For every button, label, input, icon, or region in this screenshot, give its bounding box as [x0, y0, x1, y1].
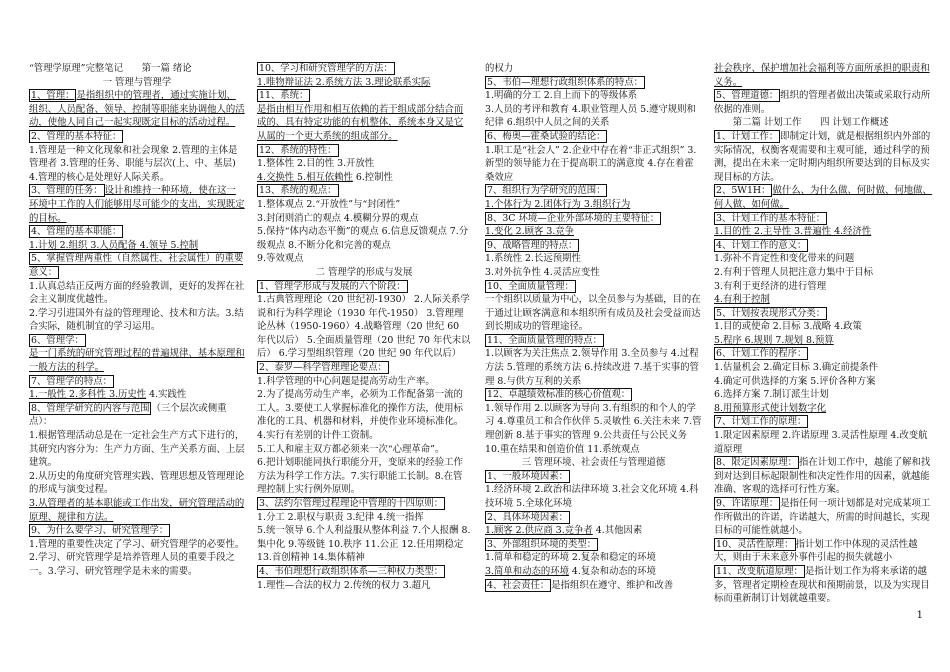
note-text: 是一门系统的研究管理过程的普遍规律、基本原理和一般方法的科学。 [29, 348, 245, 374]
note-paragraph [257, 524, 471, 565]
section-heading: 2、管理的基本特征： [31, 130, 122, 142]
note-paragraph [485, 470, 702, 484]
section-heading: 7、组织行为学研究的范围： [487, 185, 606, 197]
section-heading: 11、系统： [259, 90, 309, 102]
note-text: “管理学原理”完整笔记 第一篇 绪论 [29, 63, 192, 74]
note-paragraph [29, 239, 245, 253]
note-text: 指计划工作中体现的灵活性越大，则由于未来意外事件引起的损失就越小 [714, 538, 918, 564]
note-paragraph [485, 225, 702, 239]
note-paragraph [485, 347, 702, 388]
note-text: 组织的管理者做出决策或采取行动所依据的准则。 [714, 90, 931, 115]
note-paragraph [714, 375, 932, 389]
note-paragraph [29, 347, 245, 374]
note-paragraph [714, 456, 932, 497]
note-paragraph [485, 103, 702, 130]
note-paragraph [714, 252, 932, 266]
note-text: 6.选择方案 7.制订派生计划 [714, 389, 829, 401]
note-text: 4.实践性 [146, 389, 187, 401]
section-heading: 3、外部组织环境的类型： [487, 538, 597, 550]
note-text: 1.古典管理理论（20 世纪初-1930） 2.人际关系学说和行为科学理论（1930 年代-1950） 3.管理理论丛林（1950-1960）4.战略管理（20 世纪 60 年代以后） 5.全面质量管理（20 世纪 70 年代末以后） 6.学习型组织管理（20 世纪 90 年代以后） [257, 294, 471, 360]
section-heading: 4、计划工作的意义： [716, 239, 807, 251]
note-paragraph [714, 280, 932, 294]
note-text: 4.交换性 5.相互依赖性 [257, 171, 353, 183]
notes-column-3 [485, 62, 702, 592]
note-text: 第二篇 计划工作 四 计划工作概述 [714, 117, 889, 129]
note-paragraph [29, 89, 245, 130]
section-heading: 12、系统的特性： [259, 144, 337, 156]
section-heading: 2、5W1H： [716, 185, 771, 197]
note-text: 1.弥补不肯定性和变化带来的问题 [714, 253, 855, 265]
note-paragraph [29, 184, 245, 225]
section-heading: 9、为什么要学习、研究管理学： [31, 525, 169, 537]
note-paragraph [29, 130, 245, 144]
note-text: 是指组织中的管理者，通过实施计划、组织、人员配备、领导、控制等职能来协调他人的活动，使他人同自己一起实现既定目标的活动过程。 [29, 90, 245, 129]
note-paragraph [257, 144, 471, 158]
note-text: 的权力 [485, 63, 514, 74]
note-paragraph [714, 212, 932, 226]
section-heading: 9、战略管理的特点： [487, 239, 578, 251]
note-text: 设计和维持一种环境，使在这一环境中工作的人们能够用尽可能少的支出，实现既定的目标。 [29, 185, 245, 224]
note-text: 1.理性—合法的权力 2.传统的权力 3.超凡 [257, 579, 431, 591]
note-paragraph [29, 375, 245, 389]
note-paragraph [257, 103, 471, 144]
note-paragraph [257, 171, 471, 185]
note-paragraph [485, 456, 702, 470]
section-heading: 2、具体环境因素： [487, 511, 568, 523]
note-paragraph [714, 429, 932, 456]
note-paragraph [257, 212, 471, 226]
note-text: 1.认真总结正反两方面的经验教训，更好的发挥在社会主义制度优越性。 [29, 280, 245, 306]
note-paragraph [714, 565, 932, 606]
note-paragraph [485, 144, 702, 185]
note-paragraph [29, 144, 245, 185]
note-text: 5.工人和雇主双方都必须来一次“心理革命”。 [257, 443, 445, 455]
section-heading: 3、法约尔管理过程理论中管理的十四原则： [259, 498, 444, 509]
note-text: 3.封闭则消亡的观点 4.模糊分界的观点 [257, 212, 419, 224]
section-heading: 5、韦伯—理想行政组织体系的特点： [487, 76, 643, 88]
note-text: 1.分工 2.职权与职责 3.纪律 4.统一指挥 [257, 511, 424, 523]
note-paragraph [485, 334, 702, 348]
note-text: 4.确定可供选择的方案 5.评价各种方案 [714, 375, 876, 387]
note-paragraph [485, 239, 702, 253]
section-heading: 8、限定因素原理： [716, 457, 797, 469]
note-paragraph [714, 89, 932, 116]
section-heading: 5、掌握管理两重性（自然属性、社会属性）的重要意义： [29, 253, 244, 278]
note-text: 是指任何一项计划都是对完成某项工作所做出的许诺，许诺越大，所需的时间越长，实现目标的可能性就越小。 [714, 498, 931, 537]
note-paragraph [714, 239, 932, 253]
note-paragraph [29, 470, 245, 497]
note-text: 1.领导作用 2.以顾客为导向 3.有组织的和个人的学习 4.尊重员工和合作伙伴 5.灵敏性 6.关注未来 7.管理创新 8.基于事实的管理 9.公共责任与公民义务 10.重在结果和创造价值 11.系统观点 [485, 402, 702, 455]
note-paragraph [257, 280, 471, 294]
note-paragraph [29, 307, 245, 334]
note-text: 1.整体性 2.目的性 3.开放性 [257, 158, 375, 170]
note-paragraph [257, 361, 471, 375]
note-paragraph [714, 307, 932, 321]
note-text: 1.个体行为 2.团体行为 3.组织行为 [485, 198, 631, 210]
section-heading: 1、一般环境因素： [487, 470, 568, 482]
note-paragraph [485, 212, 702, 226]
section-heading: 11、全面质量管理的特点： [487, 334, 603, 346]
note-paragraph [29, 402, 245, 429]
section-heading: 5、计划按表现形式分类： [716, 307, 826, 319]
note-text: 做什么、为什么做、何时做、何地做、何人做、如何做。 [714, 185, 932, 210]
note-paragraph [485, 579, 702, 593]
note-paragraph [257, 76, 471, 90]
section-heading: 2、泰罗—科学管理理论要点： [259, 362, 387, 374]
note-paragraph [485, 511, 702, 525]
note-text: 1.估量机会 2.确定目标 3.确定前提条件 [714, 362, 879, 374]
note-text: 1.唯物辩证法 2.系统方法 3.理论联系实际 [257, 76, 431, 88]
note-paragraph [714, 266, 932, 280]
note-paragraph [257, 62, 471, 76]
note-paragraph [257, 266, 471, 280]
section-heading: 4、社会责任： [487, 579, 550, 591]
page-number: 1 [916, 610, 923, 621]
notes-column-4 [714, 62, 932, 606]
section-heading: 5、管理道德： [716, 90, 779, 102]
note-paragraph [714, 415, 932, 429]
note-paragraph [714, 361, 932, 375]
note-paragraph [714, 184, 932, 211]
note-paragraph [485, 198, 702, 212]
section-heading: 6、梅奥—霍桑试验的结论： [487, 130, 606, 142]
note-text: 1.职工是“社会人” 2.企业中存在着“非正式组织” 3.新型的领导能力在于提高职工的满意度 4.存在着霍桑效应 [485, 144, 697, 183]
section-heading: 3、计划工作的基本特征： [716, 212, 826, 224]
note-text: 1.计划 2.组织 3.人员配备 4.领导 5.控制 [29, 239, 199, 251]
note-text: 1.简单和稳定的环境 2.复杂和稳定的环境 [485, 552, 656, 564]
note-paragraph [485, 551, 702, 565]
section-heading: 10、学习和研究管理学的方法： [259, 63, 393, 74]
note-text: 8.用预算形式使计划数字化 [714, 402, 827, 414]
note-text: 2.为了提高劳动生产率，必须为工作配备第一流的工人。3.要使工人掌握标准化的操作方法，使用标准化的工具、机器和材料，并使作业环境标准化。4.实行有差别的计件工资制。 [257, 389, 464, 442]
note-paragraph [257, 252, 471, 266]
note-paragraph [714, 130, 932, 184]
note-text: 5.保持“体内动态平衡”的观点 6.信息反馈观点 7.分级观点 8.不断分化和完善的观点 [257, 226, 469, 251]
note-text: 1.经济环境 2.政治和法律环境 3.社会文化环境 4.科技环境 5.全球化环境 [485, 484, 699, 509]
note-text: 一 管理与管理学 [102, 76, 172, 88]
note-paragraph [485, 388, 702, 402]
section-heading: 1、计划工作： [716, 130, 779, 142]
section-heading: 9、许诺原理： [716, 498, 779, 509]
note-paragraph [485, 89, 702, 103]
section-heading: 4、管理的基本职能： [31, 226, 122, 238]
note-text: 2.从历史的角度研究管理实践、管理思想及管理理论的形成与演变过程。 [29, 470, 245, 496]
note-paragraph [29, 429, 245, 470]
note-paragraph [257, 157, 471, 171]
notes-column-1 [29, 62, 245, 579]
note-paragraph [714, 538, 932, 565]
note-paragraph [29, 538, 245, 579]
note-text: 1.以顾客为关注焦点 2.领导作用 3.全员参与 4.过程方法 5.管理的系统方法 6.持续改进 7.基于实事的管理 8.与供方互利的关系 [485, 348, 699, 387]
note-text: 1.一般性 2.多科性 3.历史性 [29, 389, 147, 401]
section-heading: 6、管理学： [31, 334, 84, 346]
note-paragraph [257, 293, 471, 361]
section-heading: 11、改变航道原理： [716, 565, 803, 577]
note-paragraph [257, 497, 471, 511]
note-text: 1.根据管理活动总是在一定社会生产方式下进行的，其研究内容分为：生产力方面、生产关系方面、上层建筑。 [29, 430, 245, 469]
section-heading: 1、管理： [31, 90, 75, 102]
note-paragraph [29, 334, 245, 348]
note-text: 二 管理学的形成与发展 [315, 266, 413, 278]
note-paragraph [257, 579, 471, 593]
section-heading: 12、卓越绩效标准的核心价值观： [487, 389, 631, 401]
note-text: 是指由相互作用和相互依赖的若干组成部分结合而成的、具有特定功能的有机整体，系统本身又是它从属的一个更大系统的组成部分。 [257, 103, 464, 142]
note-paragraph [714, 320, 932, 334]
note-text: 1.管理是一种文化现象和社会现象 2.管理的主体是管理者 3.管理的任务、职能与层次(上、中、基层) 4.管理的核心是处理好人际关系。 [29, 144, 238, 183]
note-paragraph [257, 443, 471, 457]
note-text: 6.把计划职能同执行职能分开，变原来的经验工作方法为科学工作方法。7.实行职能工长制。8.在管理控制上实行例外原则。 [257, 457, 463, 496]
note-text: 1.整体观点 2.“开放性”与“封闭性” [257, 198, 401, 210]
note-text: （三个层次或侧重点）： [29, 402, 227, 428]
notes-column-2 [257, 62, 471, 592]
note-paragraph [257, 89, 471, 103]
note-paragraph [485, 565, 702, 579]
note-text: 一个组织以质量为中心，以全员参与为基础，目的在于通过让顾客满意和本组织所有成员及社会受益而达到长期成功的管理途径。 [485, 294, 701, 333]
note-text: 3.对外抗争性 4.灵活应变性 [485, 266, 600, 278]
note-text: 是指组织在遵守、维护和改善 [551, 579, 674, 591]
section-heading: 10、全面质量管理： [487, 280, 574, 292]
note-paragraph [714, 334, 932, 348]
section-heading: 7、计划工作的原理： [716, 416, 807, 428]
note-text: 5.程序 6.规则 7.规划 8.预算 [714, 334, 834, 346]
note-paragraph [485, 266, 702, 280]
note-text: 是指计划工作为将来承诺的越多，管理者定期检查现状和预期前景，以及为实现目标而重新制订计划就越重要。 [714, 565, 930, 605]
note-paragraph [257, 456, 471, 497]
note-paragraph [485, 76, 702, 90]
note-text: 4.复杂和动态的环境 [568, 565, 656, 577]
note-paragraph [714, 388, 932, 402]
note-text: 1.管理的重要性决定了学习、研究管理学的必要性。2.学习、研究管理学是培养管理人员的重要手段之一。3.学习、研究管理学是未来的需要。 [29, 538, 245, 577]
note-text: 1.目的性 2.主导性 3.普遍性 4.经济性 [714, 226, 872, 238]
note-text: 1.顾客 2.供应商 3.竞争者 [485, 525, 593, 537]
section-heading: 1、管理学形成与发展的六个阶段： [259, 280, 406, 292]
note-paragraph [714, 497, 932, 538]
note-text: 3.简单和动态的环境 [485, 565, 569, 577]
note-text: 1.变化 2.顾客 3.竞争 [485, 226, 575, 238]
note-paragraph [29, 225, 245, 239]
note-paragraph [485, 184, 702, 198]
note-text: 6.控制性 [352, 171, 393, 183]
section-heading: 8、管理学研究的内容与范围 [31, 402, 150, 414]
note-paragraph [29, 388, 245, 402]
note-paragraph [257, 511, 471, 525]
note-text: 社会秩序、保护增加社会福利等方面所承担的职责和义务。 [714, 63, 930, 88]
section-heading: 6、计划工作的程序： [716, 348, 807, 360]
note-text: 三 管理环境、社会责任与管理道德 [521, 457, 666, 469]
note-text: 1.系统性 2.长远预期性 [485, 253, 581, 265]
note-paragraph [257, 225, 471, 252]
note-paragraph [714, 293, 932, 307]
note-paragraph [485, 62, 702, 76]
note-paragraph [29, 280, 245, 307]
note-text: 5.统一领导 6.个人利益服从整体利益 7.个人报酬 8.集中化 9.等级链 10.秩序 11.公正 12.任用期稳定 13.首创精神 14.集体精神 [257, 525, 471, 564]
note-text: 即制定计划，就是根据组织内外部的实际情况，权衡客观需要和主观可能，通过科学的预测，提出在未来一定时期内组织所要达到的目标及实现目标的方法。 [714, 130, 931, 183]
note-paragraph [29, 524, 245, 538]
note-text: 3.有利于更经济的进行管理 [714, 280, 827, 292]
note-text: 4.其他因素 [592, 525, 643, 537]
note-text: 1.明确的分工 2.自上而下的等级体系 [485, 90, 638, 102]
note-text: 1.科学管理的中心问题是提高劳动生产率。 [257, 375, 435, 387]
note-text: 2.学习引进国外有益的管理理论、技术和方法。3.结合实际，随机制宜的学习运用。 [29, 307, 244, 333]
note-paragraph [485, 252, 702, 266]
note-text: 3.人员的考评和教育 4.职业管理人员 5.遵守规则和纪律 6.组织中人员之间的关系 [485, 103, 696, 129]
section-heading: 4、韦伯理想行政组织体系—三种权力类型： [259, 565, 444, 577]
section-heading: 3、管理的任务： [31, 185, 103, 197]
note-paragraph [29, 76, 245, 90]
section-heading: 10、灵活性原理： [716, 538, 794, 550]
section-heading: 7、管理学的特点： [31, 375, 112, 387]
note-text: 2.有利于管理人员把注意力集中于目标 [714, 266, 873, 278]
note-paragraph [29, 252, 245, 279]
note-text: 4.有利于控制 [714, 294, 770, 306]
note-paragraph [257, 565, 471, 579]
note-paragraph [714, 116, 932, 130]
note-paragraph [485, 524, 702, 538]
note-paragraph [485, 483, 702, 510]
note-paragraph [714, 402, 932, 416]
note-paragraph [714, 225, 932, 239]
note-paragraph [257, 198, 471, 212]
note-paragraph [485, 538, 702, 552]
note-paragraph [714, 347, 932, 361]
note-paragraph [485, 280, 702, 294]
note-paragraph [257, 375, 471, 389]
note-paragraph [485, 130, 702, 144]
section-heading: 8、3C 环境—企业外部环境的主要特征： [487, 212, 660, 224]
section-heading: 13、系统的观点： [259, 185, 337, 197]
note-paragraph [257, 388, 471, 442]
note-paragraph [714, 62, 932, 89]
note-text: 3.从管理者的基本职能或工作出发，研究管理活动的原理、规律和方法。 [29, 498, 245, 523]
note-paragraph [29, 497, 245, 524]
note-text: 1.限定因素原理 2.许诺原理 3.灵活性原理 4.改变航道原理 [714, 430, 928, 455]
note-paragraph [485, 402, 702, 456]
note-paragraph [257, 184, 471, 198]
note-paragraph [29, 62, 245, 76]
note-text: 指在计划工作中，越能了解和找到对达到目标起限制性和决定性作用的因素，就越能准确、客观的选择可行性方案。 [714, 457, 931, 496]
note-text: 9.等效观点 [257, 253, 304, 265]
note-text: 1.目的或使命 2.目标 3.战略 4.政策 [714, 321, 862, 333]
note-paragraph [485, 293, 702, 334]
